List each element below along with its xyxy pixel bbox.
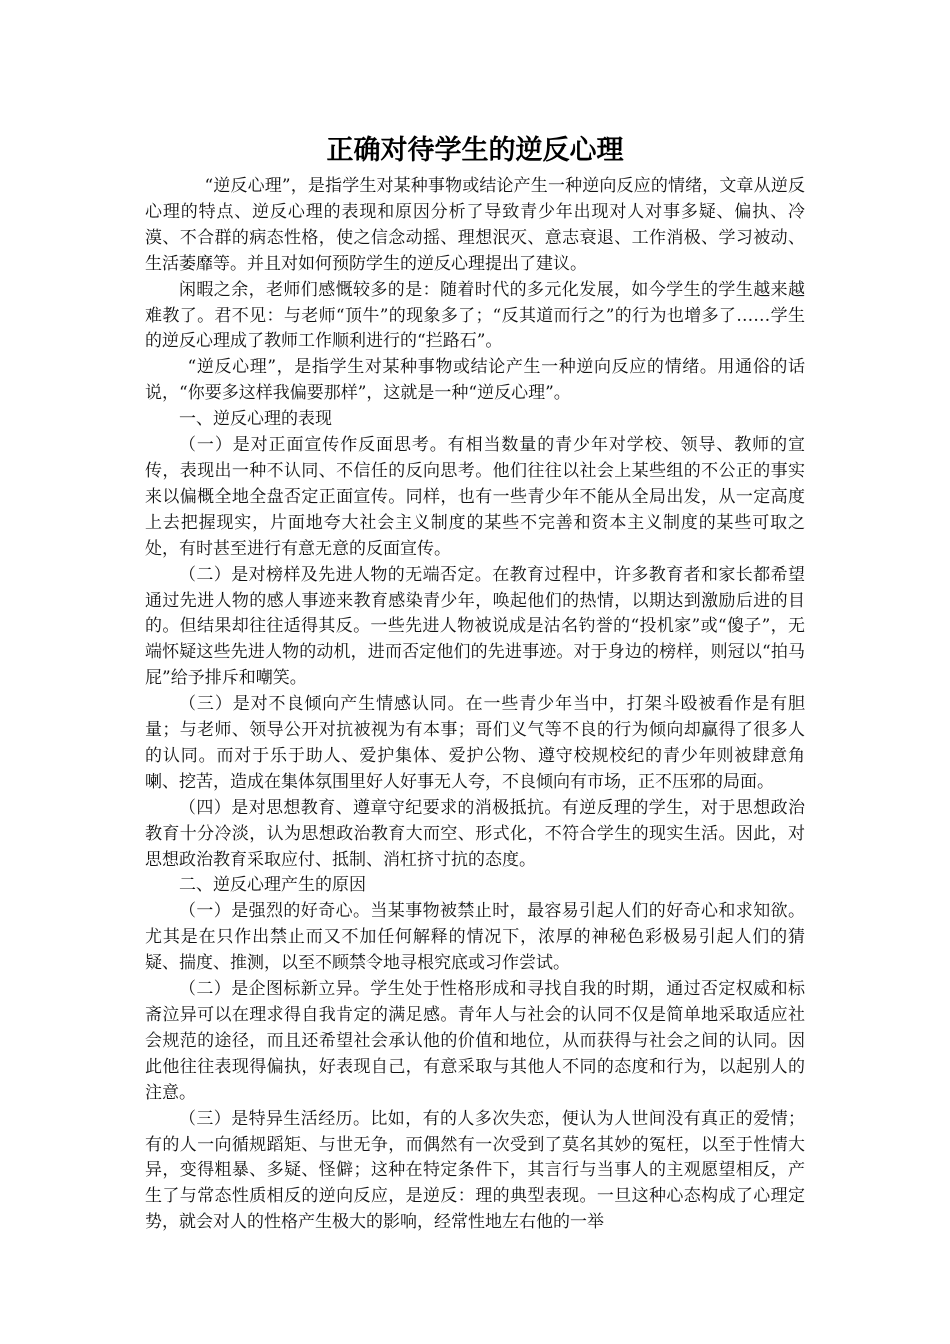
abstract-paragraph: “逆反心理”，是指学生对某种事物或结论产生一种逆向反应的情绪，文章从逆反心理的特点、逆反心理的表现和原因分析了导致青少年出现对人对事多疑、偏执、冷漠、不合群的病态性格，使之信念动摇、理想泯灭、意志衰退、工作消极、学习被动、生活萎靡等。并且对如何预防学生的逆反心理提出了建议。 (145, 176, 805, 274)
intro-paragraph-2: “逆反心理”，是指学生对某种事物或结论产生一种逆向反应的情绪。用通俗的话说，“你要多这样我偏要那样”，这就是一种“逆反心理”。 (145, 357, 805, 404)
section-1-item-4: （四）是对思想教育、遵章守纪要求的消极抵抗。有逆反理的学生，对于思想政治教育十分冷淡，认为思想政治教育大而空、形式化，不符合学生的现实生活。因此，对思想政治教育采取应付、抵制、消杠挤寸抗的态度。 (145, 797, 805, 870)
section-2-item-1: （一）是强烈的好奇心。当某事物被禁止时，最容易引起人们的好奇心和求知欲。尤其是在只作出禁止而又不加任何解释的情况下，浓厚的神秘色彩极易引起人们的猜疑、揣度、推测，以至不顾禁令地寻根究底或习作尝试。 (145, 901, 805, 974)
section-heading-2: 二、逆反心理产生的原因 (179, 875, 366, 896)
intro-paragraph-1: 闲暇之余，老师们感慨较多的是：随着时代的多元化发展，如今学生的学生越来越难教了。君不见：与老师“顶牛”的现象多了；“反其道而行之”的行为也增多了……学生的逆反心理成了教师工作顺利进行的“拦路石”。 (145, 279, 805, 352)
document-body (145, 174, 805, 1236)
section-1-item-3: （三）是对不良倾向产生情感认同。在一些青少年当中，打架斗殴被看作是有胆量；与老师、领导公开对抗被视为有本事；哥们义气等不良的行为倾向却赢得了很多人的认同。而对于乐于助人、爱护集体、爱护公物、遵守校规校纪的青少年则被肆意角喇、挖苦，造成在集体氛围里好人好事无人夸，不良倾向有市场，正不压邪的局面。 (145, 694, 805, 792)
section-heading-1: 一、逆反心理的表现 (179, 409, 332, 430)
document-title: 正确对待学生的逆反心理 (326, 135, 624, 166)
section-1-item-2: （二）是对榜样及先进人物的无端否定。在教育过程中，许多教育者和家长都希望通过先进人物的感人事迹来教育感染青少年，唤起他们的热情，以期达到激励后进的目的。但结果却往往适得其反。一些先进人物被说成是沽名钓誉的“投机家”或“傻子”，无端怀疑这些先进人物的动机，进而否定他们的先进事迹。对于身边的榜样，则冠以“拍马屁”给予排斥和嘲笑。 (145, 564, 805, 689)
section-2-item-2: （二）是企图标新立异。学生处于性格形成和寻找自我的时期，通过否定权威和标斋泣异可以在理求得自我肯定的满足感。青年人与社会的认同不仅是简单地采取适应社会规范的途径，而且还希望社会承认他的价值和地位，从而获得与社会之间的认同。因此他往往表现得偏执，好表现自己，有意采取与其他人不同的态度和行为，以起别人的注意。 (145, 979, 805, 1103)
section-1-item-1: （一）是对正面宣传作反面思考。有相当数量的青少年对学校、领导、教师的宣传，表现出一种不认同、不信任的反向思考。他们往往以社会上某些组的不公正的事实来以偏概全地全盘否定正面宣传。同样，也有一些青少年不能从全局出发，从一定高度上去把握现实，片面地夸大社会主义制度的某些不完善和资本主义制度的某些可取之处，有时甚至进行有意无意的反面宣传。 (145, 435, 805, 559)
section-2-item-3: （三）是特异生活经历。比如，有的人多次失恋，便认为人世间没有真正的爱情；有的人一向循规蹈矩、与世无争，而偶然有一次受到了莫名其妙的冤枉，以至于性情大异，变得粗暴、多疑、怪僻；这种在特定条件下，其言行与当事人的主观愿望相反，产生了与常态性质相反的逆向反应，是逆反：理的典型表现。一旦这种心态构成了心理定势，就会对人的性格产生极大的影响，经常性地左右他的一举 (145, 1108, 805, 1233)
